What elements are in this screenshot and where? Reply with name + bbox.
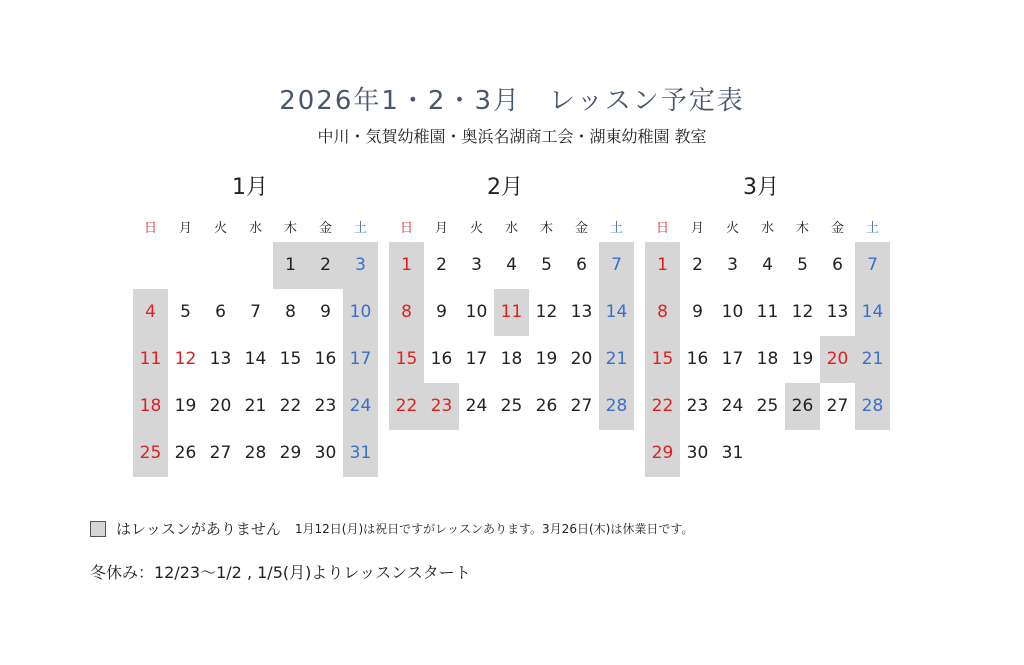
day-cell: 23 bbox=[314, 396, 337, 416]
day-cell: 11 bbox=[133, 336, 168, 383]
day-cell: 3 bbox=[727, 255, 738, 275]
month-title-feb: 2月 bbox=[487, 175, 523, 200]
day-cell: 24 bbox=[465, 396, 488, 416]
day-cell: 2 bbox=[436, 255, 447, 275]
day-cell: 26 bbox=[535, 396, 558, 416]
day-cell: 18 bbox=[500, 349, 523, 369]
day-cell: 12 bbox=[791, 302, 814, 322]
day-cell: 21 bbox=[244, 396, 267, 416]
day-cell: 19 bbox=[174, 396, 197, 416]
weekday-label: 日 bbox=[143, 220, 157, 236]
day-cell: 8 bbox=[389, 289, 424, 336]
day-cell: 22 bbox=[279, 396, 302, 416]
day-cell: 10 bbox=[465, 302, 488, 322]
day-cell: 11 bbox=[494, 289, 529, 336]
weekday-label: 火 bbox=[725, 220, 739, 236]
day-cell: 18 bbox=[133, 383, 168, 430]
day-cell: 18 bbox=[756, 349, 779, 369]
page-subtitle: 中川・気賀幼稚園・奥浜名湖商工会・湖東幼稚園 教室 bbox=[317, 127, 707, 146]
day-cell: 19 bbox=[535, 349, 558, 369]
calendar-february bbox=[389, 210, 634, 430]
day-cell: 27 bbox=[826, 396, 849, 416]
day-cell: 6 bbox=[215, 302, 226, 322]
day-cell: 2 bbox=[308, 242, 343, 289]
day-cell: 29 bbox=[645, 430, 680, 477]
day-cell: 1 bbox=[273, 242, 308, 289]
day-cell: 13 bbox=[209, 349, 232, 369]
winter-break-note: 冬休み：12/23〜1/2 , 1/5(月)よりレッスンスタート bbox=[90, 563, 471, 582]
day-cell: 16 bbox=[686, 349, 709, 369]
month-title-jan: 1月 bbox=[232, 175, 268, 200]
day-cell: 16 bbox=[314, 349, 337, 369]
day-cell: 6 bbox=[576, 255, 587, 275]
day-cell: 15 bbox=[645, 336, 680, 383]
legend-note: 1月12日(月)は祝日ですがレッスンあります。3月26日(木)は休業日です。 bbox=[294, 522, 694, 536]
weekday-label: 木 bbox=[283, 220, 297, 236]
weekday-label: 金 bbox=[318, 220, 332, 236]
day-cell: 20 bbox=[209, 396, 232, 416]
day-cell: 2 bbox=[692, 255, 703, 275]
day-cell: 14 bbox=[244, 349, 267, 369]
day-cell: 29 bbox=[279, 443, 302, 463]
day-cell: 5 bbox=[797, 255, 808, 275]
weekday-label: 水 bbox=[504, 220, 518, 236]
day-cell: 5 bbox=[180, 302, 191, 322]
weekday-label: 金 bbox=[830, 220, 844, 236]
day-cell: 22 bbox=[645, 383, 680, 430]
calendar-march bbox=[645, 210, 890, 477]
shade-swatch-icon bbox=[90, 521, 106, 537]
day-cell: 17 bbox=[343, 336, 378, 383]
weekday-label: 土 bbox=[609, 220, 623, 236]
day-cell: 30 bbox=[314, 443, 337, 463]
calendar-january bbox=[133, 210, 378, 477]
legend bbox=[90, 518, 693, 539]
day-cell: 21 bbox=[855, 336, 890, 383]
day-grid bbox=[133, 242, 378, 477]
day-cell: 25 bbox=[756, 396, 779, 416]
day-cell: 28 bbox=[855, 383, 890, 430]
day-cell: 27 bbox=[570, 396, 593, 416]
day-cell: 20 bbox=[820, 336, 855, 383]
day-cell: 23 bbox=[686, 396, 709, 416]
day-cell: 12 bbox=[174, 349, 197, 369]
day-cell: 14 bbox=[855, 289, 890, 336]
weekday-label: 木 bbox=[795, 220, 809, 236]
weekday-label: 月 bbox=[434, 220, 448, 236]
day-cell: 9 bbox=[692, 302, 703, 322]
day-cell: 31 bbox=[721, 443, 744, 463]
day-cell: 9 bbox=[436, 302, 447, 322]
weekday-label: 日 bbox=[655, 220, 669, 236]
day-cell: 16 bbox=[430, 349, 453, 369]
day-cell: 25 bbox=[500, 396, 523, 416]
weekday-label: 水 bbox=[760, 220, 774, 236]
day-cell: 19 bbox=[791, 349, 814, 369]
day-cell: 6 bbox=[832, 255, 843, 275]
weekday-label: 月 bbox=[178, 220, 192, 236]
day-cell: 30 bbox=[686, 443, 709, 463]
weekday-label: 火 bbox=[213, 220, 227, 236]
day-cell: 8 bbox=[645, 289, 680, 336]
legend-label: はレッスンがありません bbox=[116, 520, 281, 538]
day-cell: 7 bbox=[599, 242, 634, 289]
day-cell: 15 bbox=[389, 336, 424, 383]
day-cell: 28 bbox=[244, 443, 267, 463]
empty-cell bbox=[133, 242, 168, 289]
day-cell: 17 bbox=[465, 349, 488, 369]
day-cell: 22 bbox=[389, 383, 424, 430]
day-cell: 14 bbox=[599, 289, 634, 336]
day-cell: 1 bbox=[645, 242, 680, 289]
empty-cell bbox=[203, 242, 238, 289]
day-cell: 5 bbox=[541, 255, 552, 275]
weekday-label: 水 bbox=[248, 220, 262, 236]
month-title-mar: 3月 bbox=[743, 175, 779, 200]
day-cell: 24 bbox=[721, 396, 744, 416]
day-cell: 10 bbox=[343, 289, 378, 336]
empty-cell bbox=[238, 242, 273, 289]
weekday-label: 金 bbox=[574, 220, 588, 236]
day-cell: 15 bbox=[279, 349, 302, 369]
day-cell: 13 bbox=[826, 302, 849, 322]
day-cell: 17 bbox=[721, 349, 744, 369]
day-cell: 1 bbox=[389, 242, 424, 289]
day-cell: 23 bbox=[424, 383, 459, 430]
day-cell: 4 bbox=[762, 255, 773, 275]
day-cell: 4 bbox=[133, 289, 168, 336]
day-cell: 31 bbox=[343, 430, 378, 477]
day-cell: 25 bbox=[133, 430, 168, 477]
empty-cell bbox=[168, 242, 203, 289]
day-cell: 24 bbox=[343, 383, 378, 430]
day-cell: 21 bbox=[599, 336, 634, 383]
weekday-label: 土 bbox=[865, 220, 879, 236]
day-cell: 26 bbox=[174, 443, 197, 463]
day-cell: 8 bbox=[285, 302, 296, 322]
day-cell: 26 bbox=[785, 383, 820, 430]
weekday-label: 月 bbox=[690, 220, 704, 236]
weekday-label: 日 bbox=[399, 220, 413, 236]
weekday-header bbox=[133, 210, 378, 242]
day-cell: 7 bbox=[855, 242, 890, 289]
day-cell: 12 bbox=[535, 302, 558, 322]
page-title: 2026年1・2・3月 レッスン予定表 bbox=[279, 86, 745, 116]
day-cell: 9 bbox=[320, 302, 331, 322]
weekday-label: 火 bbox=[469, 220, 483, 236]
day-cell: 3 bbox=[343, 242, 378, 289]
weekday-header bbox=[645, 210, 890, 242]
day-cell: 11 bbox=[756, 302, 779, 322]
day-cell: 20 bbox=[570, 349, 593, 369]
day-cell: 3 bbox=[471, 255, 482, 275]
day-grid bbox=[389, 242, 634, 430]
day-cell: 4 bbox=[506, 255, 517, 275]
day-grid bbox=[645, 242, 890, 477]
day-cell: 13 bbox=[570, 302, 593, 322]
day-cell: 7 bbox=[250, 302, 261, 322]
weekday-header bbox=[389, 210, 634, 242]
day-cell: 10 bbox=[721, 302, 744, 322]
weekday-label: 木 bbox=[539, 220, 553, 236]
weekday-label: 土 bbox=[353, 220, 367, 236]
day-cell: 27 bbox=[209, 443, 232, 463]
day-cell: 28 bbox=[599, 383, 634, 430]
